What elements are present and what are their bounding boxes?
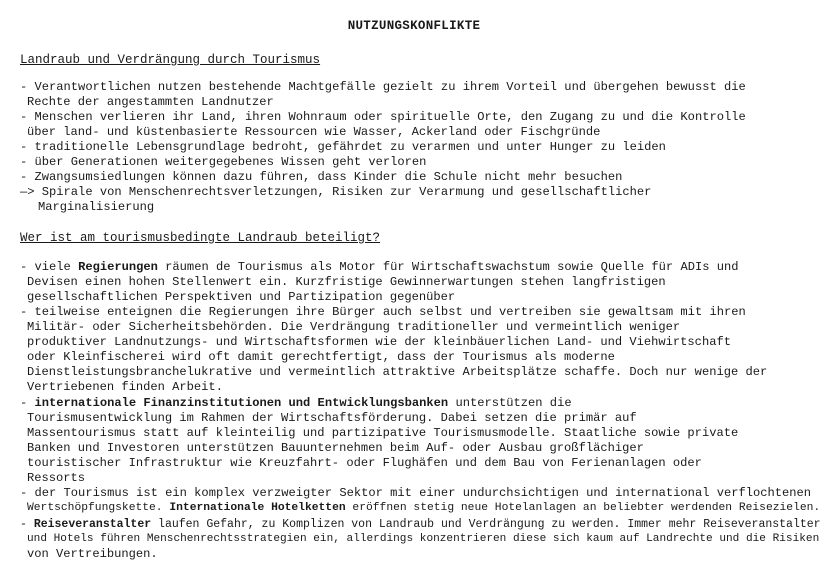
- bullet-line: - teilweise enteignen die Regierungen ihre Bürger auch selbst und vertreiben sie gewaltsam mit ihren: [20, 305, 746, 319]
- bullet-continuation: oder Kleinfischerei wird oft damit gerechtfertigt, dass der Tourismus als moderne: [27, 350, 615, 364]
- bullet-continuation: gesellschaftlichen Perspektiven und Partizipation gegenüber: [27, 290, 456, 304]
- bullet-continuation: Ressorts: [27, 471, 86, 485]
- line-text: -: [20, 396, 35, 410]
- bullet-continuation: von Vertreibungen.: [27, 547, 158, 561]
- bullet-line: - Zwangsumsiedlungen können dazu führen, dass Kinder die Schule nicht mehr besuchen: [20, 170, 623, 184]
- bullet-continuation: Dienstleistungsbranchelukrative und vermeintlich attraktive Arbeitsplätze schaffe. Doch nur wenige der: [27, 365, 768, 379]
- bullet-line-finanzinstitutionen: [20, 396, 572, 411]
- bold-term-hotelketten: Internationale Hotelketten: [169, 502, 346, 514]
- bullet-continuation: Tourismusentwicklung im Rahmen der Wirtschaftsförderung. Dabei setzen die primär auf: [27, 411, 637, 425]
- bullet-continuation: Banken und Investoren unterstützen Bauunternehmen beim Auf- oder Ausbau großflächiger: [27, 441, 644, 455]
- bullet-line: - traditionelle Lebensgrundlage bedroht, gefährdet zu verarmen und unter Hunger zu leiden: [20, 140, 666, 154]
- line-text: Wertschöpfungskette.: [27, 502, 170, 514]
- section-heading-landraub: Landraub und Verdrängung durch Tourismus: [20, 53, 321, 67]
- bold-term-reiseveranstalter: Reiseveranstalter: [33, 518, 152, 531]
- bullet-continuation: produktiver Landnutzungs- und Wirtschaftsformen wie der kleinbäuerlichen Land- und Viehwirtschaft: [27, 335, 731, 349]
- conclusion-line: —> Spirale von Menschenrechtsverletzungen, Risiken zur Verarmung und gesellschaftlicher: [20, 185, 652, 199]
- bullet-continuation: und Hotels führen Menschenrechtsstrategien ein, allerdings konzentrieren diese sich kaum auf Landrechte und die Risiken: [27, 533, 820, 545]
- page-title: NUTZUNGSKONFLIKTE: [347, 19, 481, 33]
- bullet-continuation: über land- und küstenbasierte Ressourcen wie Wasser, Ackerland oder Fischgründe: [27, 125, 601, 139]
- bullet-continuation: Rechte der angestammten Landnutzer: [27, 95, 274, 109]
- line-text: eröffnen stetig neue Hotelanlagen an beliebter werdenden Reisezielen.: [345, 502, 821, 514]
- bullet-continuation: touristischer Infrastruktur wie Kreuzfahrt- oder Flughäfen und dem Bau von Ferienanlagen oder: [27, 456, 702, 470]
- bullet-line: - über Generationen weitergegebenes Wissen geht verloren: [20, 155, 427, 169]
- bullet-line-reiseveranstalter: [20, 517, 821, 532]
- bullet-continuation: Devisen einen hohen Stellenwert ein. Kurzfristige Gewinnerwartungen stehen langfristigen: [27, 275, 666, 289]
- section-heading-beteiligte: Wer ist am tourismusbedingte Landraub beteiligt?: [20, 231, 381, 245]
- bullet-continuation: Militär- oder Sicherheitsbehörden. Die Verdrängung traditioneller und vermeintlich weniger: [27, 320, 681, 334]
- line-text: laufen Gefahr, zu Komplizen von Landraub und Verdrängung zu werden. Immer mehr Reiseveranstalter: [151, 518, 821, 531]
- bullet-continuation: Massentourismus statt auf kleinteilig und partizipative Tourismusmodelle. Staatliche sowie private: [27, 426, 739, 440]
- bold-term-regierungen: Regierungen: [78, 260, 158, 274]
- bullet-line: - Verantwortlichen nutzen bestehende Machtgefälle gezielt zu ihrem Vorteil und übergehen bewusst die: [20, 80, 746, 94]
- line-text: - viele: [20, 260, 79, 274]
- line-text: -: [20, 518, 34, 531]
- bullet-line: - Menschen verlieren ihr Land, ihren Wohnraum oder spirituelle Orte, den Zugang zu und die Kontrolle: [20, 110, 746, 124]
- bullet-continuation-hotelketten: [27, 501, 820, 516]
- conclusion-continuation: Marginalisierung: [38, 200, 155, 214]
- bullet-continuation: Vertriebenen finden Arbeit.: [27, 380, 223, 394]
- line-text: unterstützen die: [448, 396, 572, 410]
- bullet-line: - der Tourismus ist ein komplex verzweigter Sektor mit einer undurchsichtigen und international verflochtenen: [20, 486, 812, 500]
- line-text: räumen de Tourismus als Motor für Wirtschaftswachstum sowie Quelle für ADIs und: [157, 260, 739, 274]
- bullet-line-regierungen: [20, 260, 739, 275]
- bold-term-finanzinstitutionen: internationale Finanzinstitutionen und Entwicklungsbanken: [34, 396, 449, 410]
